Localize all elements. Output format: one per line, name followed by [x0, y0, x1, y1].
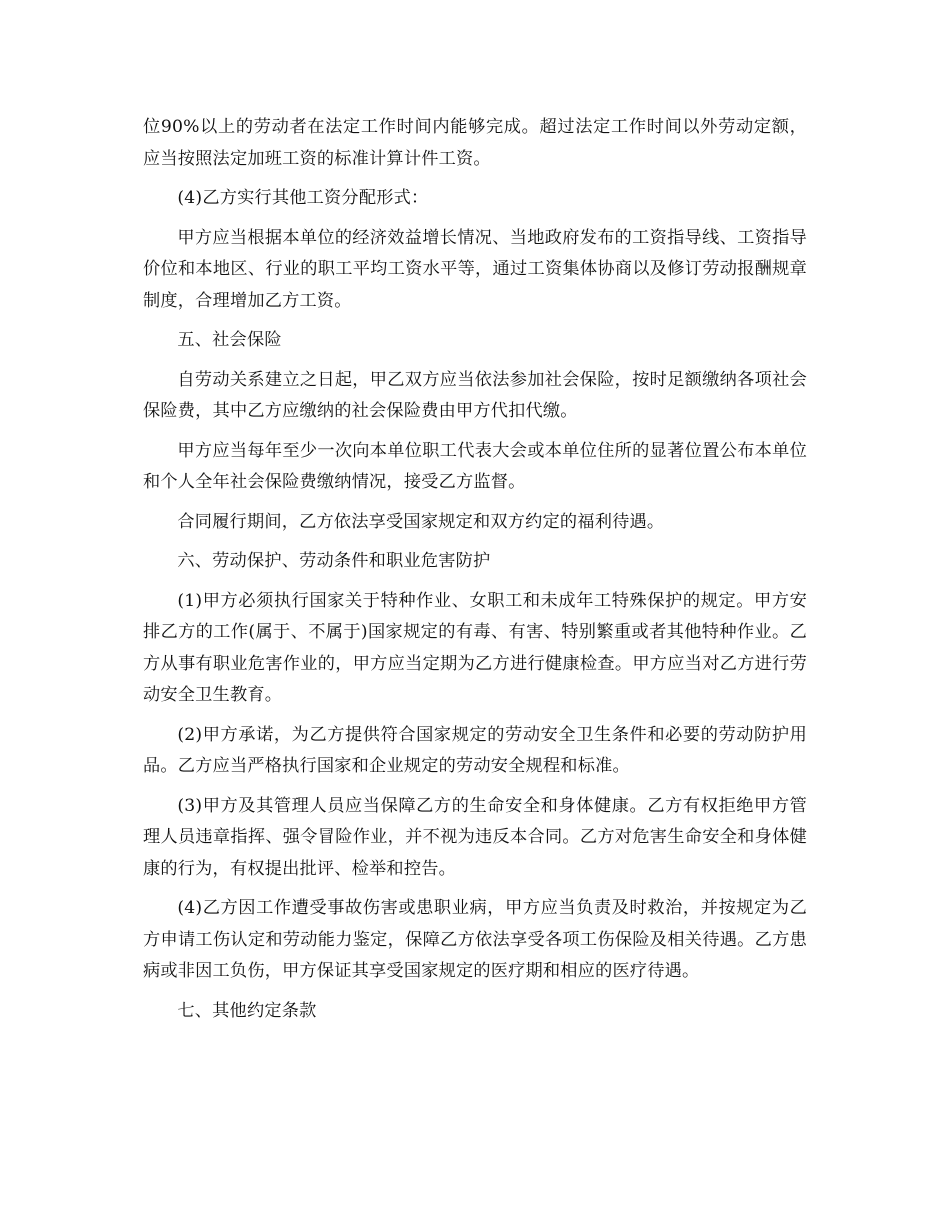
paragraph-continuation: 位90%以上的劳动者在法定工作时间内能够完成。超过法定工作时间以外劳动定额，应当按照法定加班工资的标准计算计件工资。 — [143, 117, 807, 169]
clause-2-safety-conditions: (2)甲方承诺，为乙方提供符合国家规定的劳动安全卫生条件和必要的劳动防护用品。乙方应当严格执行国家和企业规定的劳动安全规程和标准。 — [143, 724, 807, 776]
paragraph-welfare: 合同履行期间，乙方依法享受国家规定和双方约定的福利待遇。 — [177, 511, 665, 532]
section-heading-social-insurance: 五、社会保险 — [177, 330, 282, 350]
document-page — [143, 112, 807, 1027]
paragraph-wage-increase: 甲方应当根据本单位的经济效益增长情况、当地政府发布的工资指导线、工资指导价位和本地区、行业的职工平均工资水平等，通过工资集体协商以及修订劳动报酬规章制度，合理增加乙方工资。 — [143, 227, 807, 311]
paragraph-insurance-disclosure: 甲方应当每年至少一次向本单位职工代表大会或本单位住所的显著位置公布本单位和个人全年社会保险费缴纳情况，接受乙方监督。 — [143, 440, 807, 492]
clause-4-other-wage-forms: (4)乙方实行其他工资分配形式： — [177, 188, 429, 208]
clause-1-special-protection: (1)甲方必须执行国家关于特种作业、女职工和未成年工特殊保护的规定。甲方安排乙方的工作(属于、不属于)国家规定的有毒、有害、特别繁重或者其他特种作业。乙方从事有职业危害作业的，甲方应当定期为乙方进行健康检查。甲方应当对乙方进行劳动安全卫生教育。 — [143, 590, 807, 705]
section-heading-other-terms: 七、其他约定条款 — [177, 1000, 317, 1021]
section-heading-labor-protection: 六、劳动保护、劳动条件和职业危害防护 — [177, 551, 491, 571]
paragraph-insurance-participation: 自劳动关系建立之日起，甲乙双方应当依法参加社会保险，按时足额缴纳各项社会保险费，其中乙方应缴纳的社会保险费由甲方代扣代缴。 — [143, 369, 807, 421]
clause-4-work-injury: (4)乙方因工作遭受事故伤害或患职业病，甲方应当负责及时救治，并按规定为乙方申请工伤认定和劳动能力鉴定，保障乙方依法享受各项工伤保险及相关待遇。乙方患病或非因工负伤，甲方保证其享受国家规定的医疗期和相应的医疗待遇。 — [143, 898, 807, 981]
clause-3-life-safety: (3)甲方及其管理人员应当保障乙方的生命安全和身体健康。乙方有权拒绝甲方管理人员违章指挥、强令冒险作业，并不视为违反本合同。乙方对危害生命安全和身体健康的行为，有权提出批评、检举和控告。 — [143, 795, 807, 879]
